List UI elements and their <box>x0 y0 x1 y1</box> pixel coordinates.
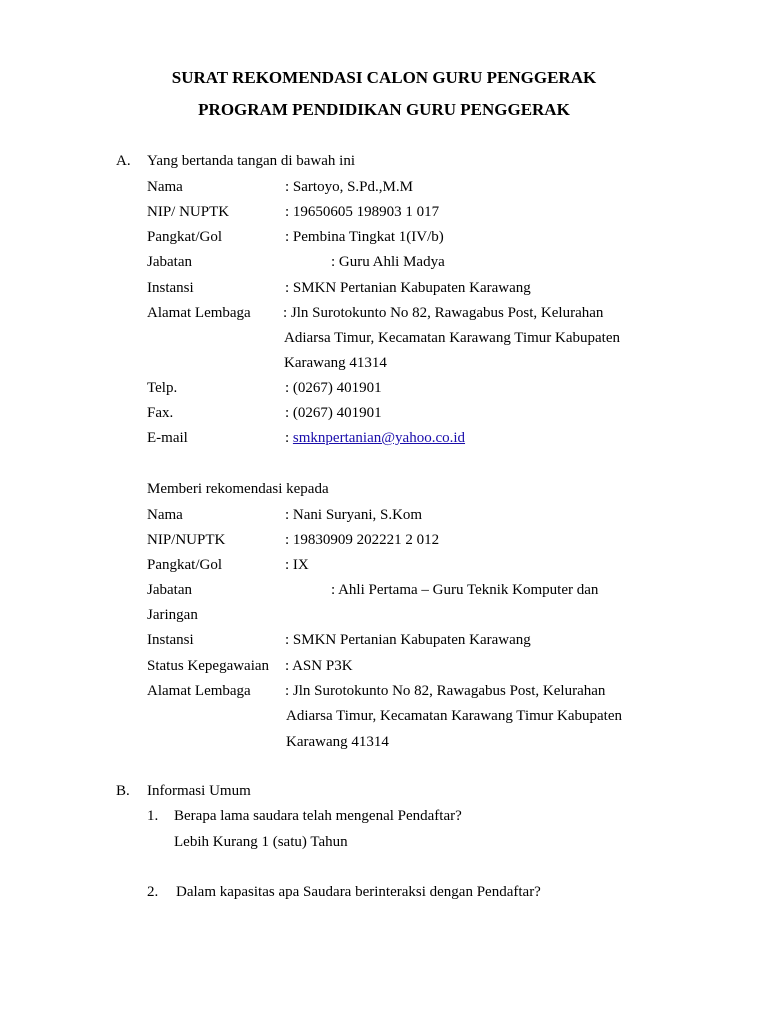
candidate-jabatan-cont: Jaringan <box>147 607 198 623</box>
candidate-status-label: Status Kepegawaian <box>147 658 270 674</box>
question-1-text: Berapa lama saudara telah mengenal Pendaftar? <box>174 808 462 824</box>
candidate-nama-value: : Nani Suryani, S.Kom <box>285 507 423 523</box>
candidate-nip-label: NIP/NUPTK <box>147 532 226 548</box>
candidate-instansi-label: Instansi <box>147 632 194 648</box>
signer-alamat-line2: Adiarsa Timur, Kecamatan Karawang Timur Kabupaten <box>284 330 620 346</box>
recommend-intro: Memberi rekomendasi kepada <box>147 481 329 497</box>
signer-jabatan-value: : Guru Ahli Madya <box>331 254 445 270</box>
signer-jabatan-label: Jabatan <box>147 254 192 270</box>
candidate-alamat-label: Alamat Lembaga <box>147 683 251 699</box>
signer-email-row <box>285 431 465 446</box>
signer-alamat-line3: Karawang 41314 <box>284 355 387 371</box>
signer-nip-label: NIP/ NUPTK <box>147 204 230 220</box>
signer-email-label: E-mail <box>147 430 188 446</box>
signer-instansi-value: : SMKN Pertanian Kabupaten Karawang <box>285 280 531 296</box>
candidate-nama-label: Nama <box>147 507 183 523</box>
signer-telp-value: : (0267) 401901 <box>285 380 382 396</box>
section-b-heading: Informasi Umum <box>147 783 251 799</box>
candidate-nip-value: : 19830909 202221 2 012 <box>285 532 440 548</box>
document-subtitle: PROGRAM PENDIDIKAN GURU PENGGERAK <box>198 100 570 119</box>
candidate-pangkat-label: Pangkat/Gol <box>147 557 222 573</box>
signer-nama-value: : Sartoyo, S.Pd.,M.M <box>285 179 413 195</box>
signer-telp-label: Telp. <box>147 380 178 396</box>
question-2-number: 2. <box>147 884 159 900</box>
question-2-text: Dalam kapasitas apa Saudara berinteraksi dengan Pendaftar? <box>176 884 541 900</box>
signer-email-colon: : <box>285 430 293 446</box>
candidate-status-value: : ASN P3K <box>285 658 353 674</box>
signer-pangkat-label: Pangkat/Gol <box>147 229 222 245</box>
signer-alamat-label: Alamat Lembaga <box>147 305 251 321</box>
signer-instansi-label: Instansi <box>147 280 194 296</box>
candidate-instansi-value: : SMKN Pertanian Kabupaten Karawang <box>285 632 531 648</box>
candidate-alamat-line3: Karawang 41314 <box>286 734 389 750</box>
signer-fax-value: : (0267) 401901 <box>285 405 382 421</box>
document-title: SURAT REKOMENDASI CALON GURU PENGGERAK <box>171 68 597 87</box>
section-a-letter: A. <box>116 153 131 169</box>
signer-nip-value: : 19650605 198903 1 017 <box>285 204 440 220</box>
candidate-alamat-line1: : Jln Surotokunto No 82, Rawagabus Post, Kelurahan <box>285 683 606 699</box>
answer-1-text: Lebih Kurang 1 (satu) Tahun <box>174 834 348 850</box>
signer-pangkat-value: : Pembina Tingkat 1(IV/b) <box>285 229 444 245</box>
candidate-jabatan-label: Jabatan <box>147 582 192 598</box>
section-a-intro: Yang bertanda tangan di bawah ini <box>147 153 356 169</box>
signer-fax-label: Fax. <box>147 405 174 421</box>
signer-alamat-line1: : Jln Surotokunto No 82, Rawagabus Post, Kelurahan <box>283 305 604 321</box>
section-b-letter: B. <box>116 783 130 799</box>
candidate-alamat-line2: Adiarsa Timur, Kecamatan Karawang Timur Kabupaten <box>286 708 622 724</box>
candidate-pangkat-value: : IX <box>285 557 309 573</box>
question-1-number: 1. <box>147 808 159 824</box>
candidate-jabatan-value: : Ahli Pertama – Guru Teknik Komputer dan <box>331 582 599 598</box>
signer-email-link[interactable]: smknpertanian@yahoo.co.id <box>292 430 466 446</box>
signer-nama-label: Nama <box>147 179 183 195</box>
